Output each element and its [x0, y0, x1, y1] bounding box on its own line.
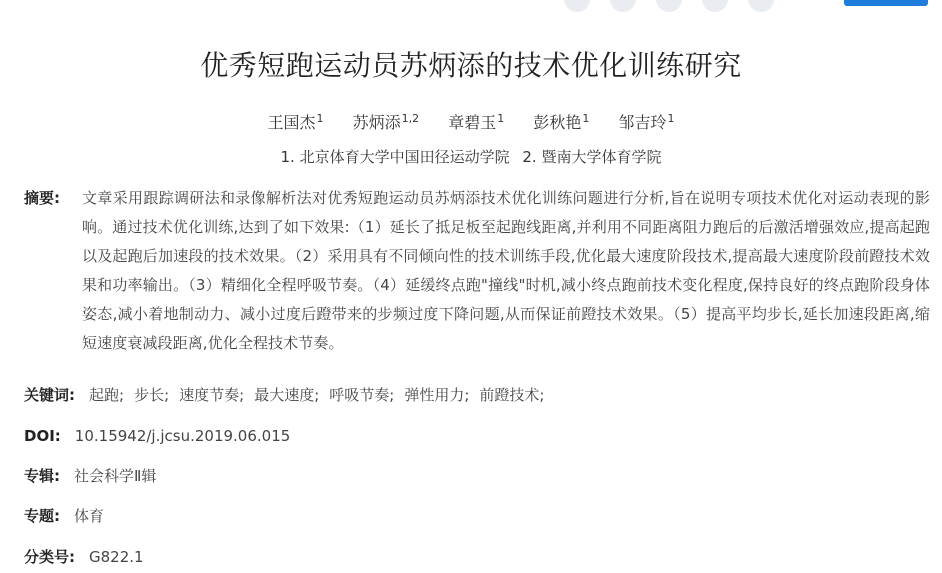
affiliation-link[interactable]: 1. 北京体育大学中国田径运动学院	[280, 148, 510, 166]
album-value: 社会科学Ⅱ辑	[74, 467, 157, 485]
toolbar-circle-icon-4[interactable]	[702, 0, 728, 12]
keyword-link[interactable]: 前蹬技术;	[479, 386, 545, 404]
author-name: 邹吉玲	[618, 113, 667, 133]
article-title: 优秀短跑运动员苏炳添的技术优化训练研究	[200, 49, 742, 82]
toolbar-circle-icon-5[interactable]	[748, 0, 774, 12]
author-affiliation-marker: 1	[497, 112, 505, 125]
keywords-label: 关键词:	[24, 386, 75, 404]
author-name: 章碧玉	[448, 113, 497, 133]
affiliation-list	[0, 146, 942, 168]
classification-value: G822.1	[89, 548, 144, 566]
author-link[interactable]	[353, 113, 420, 132]
topic-row	[24, 505, 104, 527]
author-link[interactable]	[448, 113, 504, 132]
classification-label: 分类号:	[24, 548, 75, 566]
top-toolbar-icons	[564, 0, 774, 12]
keyword-link[interactable]: 最大速度;	[254, 386, 320, 404]
author-affiliation-marker: 1	[316, 112, 324, 125]
toolbar-circle-icon-1[interactable]	[564, 0, 590, 12]
album-label: 专辑:	[24, 467, 60, 485]
keyword-link[interactable]: 速度节奏;	[179, 386, 245, 404]
topic-label: 专题:	[24, 507, 60, 525]
affiliation-link[interactable]: 2. 暨南大学体育学院	[522, 148, 662, 166]
toolbar-circle-icon-2[interactable]	[610, 0, 636, 12]
keyword-link[interactable]: 呼吸节奏;	[329, 386, 395, 404]
toolbar-circle-icon-3[interactable]	[656, 0, 682, 12]
keyword-link[interactable]: 起跑;	[89, 386, 125, 404]
doi-row	[24, 425, 290, 447]
author-link[interactable]	[533, 113, 589, 132]
abstract-section	[24, 184, 930, 358]
author-list	[0, 106, 942, 136]
author-affiliation-marker: 1	[582, 112, 590, 125]
author-affiliation-marker: 1	[667, 112, 675, 125]
topic-value: 体育	[74, 507, 105, 525]
author-name: 彭秋艳	[533, 113, 582, 133]
abstract-text: 文章采用跟踪调研法和录像解析法对优秀短跑运动员苏炳添技术优化训练问题进行分析,旨在说明专项技术优化对运动表现的影响。通过技术优化训练,达到了如下效果:（1）延长了抵足板至起跑线距离,并利用不同距离阻力跑后的后激活增强效应,提高起跑以及起跑后加速段的技术效果。（2）采用具有不同倾向性的技术训练手段,优化最大速度阶段技术,提高最大速度阶段前蹬技术效果和功率输出。（3）精细化全程呼吸节奏。（4）延缓终点跑"撞线"时机,减小终点跑前技术变化程度,保持良好的终点跑阶段身体姿态,减小着地制动力、减小过度后蹬带来的步频过度下降问题,从而保证前蹬技术效果。（5）提高平均步长,延长加速段距离,缩短速度衰减段距离,优化全程技术节奏。	[82, 189, 930, 352]
author-affiliation-marker: 1,2	[401, 112, 420, 125]
author-name: 苏炳添	[352, 113, 401, 133]
doi-label: DOI:	[24, 427, 61, 445]
album-row	[24, 465, 156, 487]
author-name: 王国杰	[267, 113, 316, 133]
doi-value: 10.15942/j.jcsu.2019.06.015	[74, 427, 291, 445]
keyword-link[interactable]: 步长;	[134, 386, 170, 404]
classification-row	[24, 546, 144, 568]
author-link[interactable]	[618, 113, 674, 132]
abstract-label: 摘要:	[24, 189, 60, 207]
keyword-link[interactable]: 弹性用力;	[404, 386, 470, 404]
top-action-button[interactable]	[844, 0, 928, 6]
keywords-row	[24, 384, 554, 406]
author-link[interactable]	[268, 113, 324, 132]
